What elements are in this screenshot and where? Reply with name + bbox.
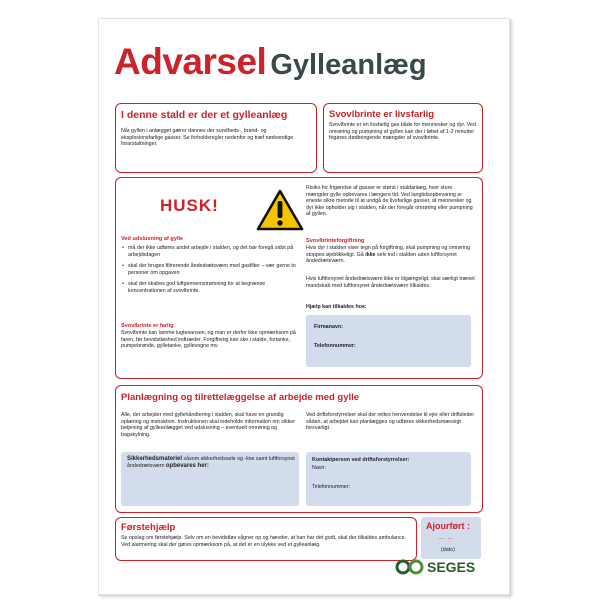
remember-box [115,177,483,379]
first-aid-box [115,517,417,561]
planning-phone-label: Telefonnummer: [312,484,350,490]
h2s-text: Svovlbrinte er en livsfarlig gas både for mennesker og dyr. Ved omrøring og pumpning af gyllen kan der i løbet af 1-2 minutter frigøres dødbringende mængder af svovlbrinte. [329,122,476,142]
help-contact-panel [306,315,471,367]
seges-logo-icon [395,559,425,575]
first-aid-text: Se opslag om førstehjælp. Selv om en bevidstløs vågner op og hævder, at han har det godt, skal der tilkaldes ambulance. Ved alarmering skal der gøres opmærksom på, at det er en ulykke ved et gylleanlæg. [121,535,407,548]
contact-label: Kontaktperson ved driftsforstyrrelser: [312,457,410,463]
planning-left-text: Alle, der arbejder med gyllehåndtering i stalden, skal have en grundig oplæring og instruktion. Instruktionen skal indeholde information om sikker betjening af gylleanlægget ved udslusning – eventuelt omrøring og bagskylning. [121,412,296,438]
updated-dashes: _ _ [439,531,453,540]
venting-heading: Ved udslusning af gylle [121,236,184,242]
warning-triangle-icon [256,189,304,231]
company-label: Firmanavn: [314,324,344,330]
respirator-text: Hvis luftforsynet åndedrætsværn ikke er tilgængeligt, skal særligt trænet mandskab med luftforsynet åndedrætsværn tilkaldes. [306,276,475,289]
poisoning-heading: Svovlbrinteforgiftning [306,238,365,244]
planning-box [115,385,483,513]
disruption-contact-panel [306,452,471,506]
phone-label: Telefonnummer: [314,343,356,349]
title-main: Advarsel [114,41,267,82]
logo-name: SEGES [427,559,476,575]
safety-equipment-panel [121,452,299,506]
first-aid-heading: Førstehjælp [121,522,176,533]
page-title [114,41,427,83]
h2s-heading: Svovlbrinte er livsfarlig [329,109,435,120]
name-label: Navn: [312,465,326,471]
warning-sheet [98,18,510,595]
planning-right-text: Ved driftsforstyrrelser skal der rettes henvendelse til ejer eller driftsleder sådan, at arbejdet kan planlægges og udføres sikkerhedsmæssigt forsvarligt. [306,412,475,432]
list-item: • skal der bruges filtrerende åndedrætsværn med gasfilter – vær gerne to personer om opgaven [121,263,299,276]
list-item: • må der ikke udføres andet arbejde i stalden, og det bør foregå sidst på arbejdsdagen [121,245,299,258]
risk-text: Risiko for frigørelse af gasser er størst i staldanlæg, hvor store mængder gylle opbevares i længere tid. Ved langtidsopbevaring er eneste sikre metode til at undgå de livsfarlige gasser, at mennesker og dyr ikke opholder sig i stalden, når der foregår omrøring eller pumpning af gyllen. [306,185,473,218]
venting-bullets [121,245,299,300]
husk-label: HUSK! [160,196,219,215]
fire-heading: Svovlbrinte er farlig [121,323,174,329]
intro-box [115,103,317,173]
title-sub: Gylleanlæg [270,49,427,81]
safety-text: Sikkerhedsmateriel såsom sikkerhedssele og -line samt luftforsynet åndedrætsværn opbevares her: [127,456,295,469]
updated-box [421,517,481,559]
help-label: Hjælp kan tilkaldes hos: [306,304,367,310]
poisoning-text: Hvis dyr i stalden viser tegn på forgiftning, skal pumpning og omrøring stoppes øjeblikkeligt. Gå ikke selv ind i stalden uden luftforsynet åndedrætsværn. [306,245,470,265]
h2s-box [323,103,483,173]
list-item: • skal der skabes god luftgennemstrømning for at begrænse koncentrationen af svovlbrinte. [121,281,299,294]
fire-text: Svovlbrinte kan lamme lugtesansen, og man er derfor ikke opmærksom på faren, før bevidstløshed indtræder. Forgiftning kan ske i stalde, fortanke, pumpebrønde, gylletanke, gyllevogne mv. [121,330,296,350]
planning-heading: Planlægning og tilrettelæggelse af arbejde med gylle [121,392,360,403]
updated-title: Ajourført : [426,521,470,531]
intro-heading: I denne stald er der et gylleanlæg [121,109,288,121]
updated-date-label: (dato) [441,547,455,553]
intro-text: Når gyllen i anlægget gærer dannes der sundheds-, brand- og eksplosionsfarlige gasser. Se forholdsregler nedenfor og træf nødvendige forarstaltninger. [121,128,294,148]
